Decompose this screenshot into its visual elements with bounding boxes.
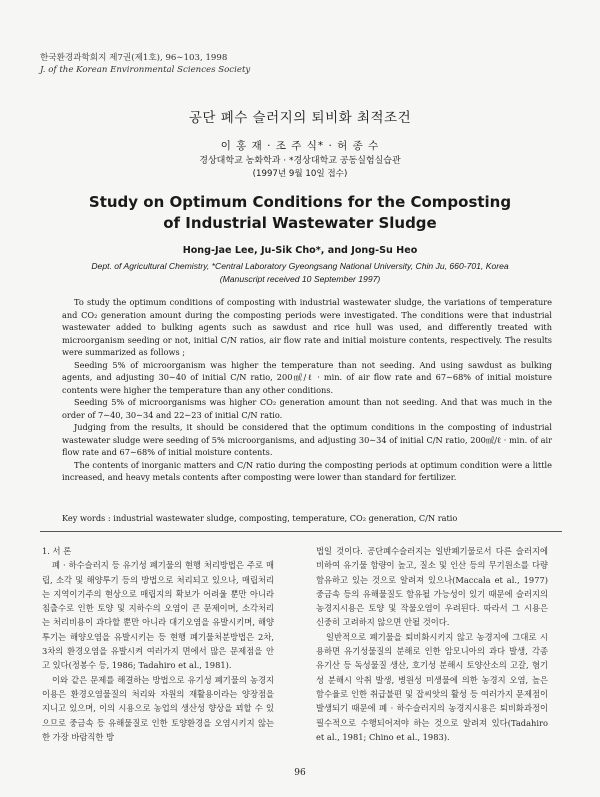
abstract-paragraph: The contents of inorganic matters and C/N ratio during the composting periods at optimum condition were a little increased, and heavy metals contents after composting were lower than standard for fertilizer. bbox=[62, 459, 552, 482]
body-paragraph: 일반적으로 폐기물을 퇴비화시키지 않고 농경지에 그대로 시용하면 유기성물질의 분해로 인한 암모니아의 과다 발생, 각종 유기산 등 독성물질 생산, 호기성 분해시 토양산소의 고갈, 혐기성 분해시 악취 발생, 병원성 미생물에 의한 농경지 오염, 높은 함수율로 인한 취급불편 및 잡씨앗의 활성 등 여러가지 문제점이 발생되기 때문에 폐 · 하수슬러지의 농경지시용은 퇴비화과정이 필수적으로 수행되어져야 하는 것으로 알려져 있다(Tadahiro et al., 1981; Chino et al., 1983). bbox=[316, 631, 548, 742]
affiliation-korean: 경상대학교 농화학과 · *경상대학교 공동실험실습관 bbox=[199, 156, 401, 166]
journal-citation-ko: 한국환경과학회지 제7권(제1호), 96∼103, 1998 bbox=[40, 53, 228, 63]
divider bbox=[40, 531, 562, 532]
body-paragraph: 법일 것이다. 공단폐수슬러지는 일반폐기물로서 다른 슬러지에 비하여 유기물 함량이 높고, 질소 및 인산 등의 무기원소를 다량 함유하고 있는 것으로 알려져 있으나(Maccala et al., 1977) 중금속 등의 유해물질도 함유될 가능성이 있기 때문에 슬러지의 농경지시용은 토양 및 작물오염이 우려된다. 따라서 그 시용은 신중히 고려하지 않으면 안될 것이다. bbox=[316, 546, 548, 628]
journal-header bbox=[40, 52, 250, 76]
body-paragraph: 이와 같은 문제를 해결하는 방법으로 유기성 폐기물의 농경지이용은 환경오염물질의 처리와 자원의 재활용이라는 양장점을 지니고 있으며, 이의 시용으로 농업의 생산성 향상을 꾀할 수 있으므로 중금속 등 유해물질로 인한 토양환경을 오염시키지 않는 한 가장 바람직한 방 bbox=[42, 674, 274, 742]
keywords: Key words : industrial wastewater sludge, composting, temperature, CO₂ generation, C/N ratio bbox=[62, 513, 458, 523]
abstract-paragraph: Seeding 5% of microorganism was higher the temperature than not seeding. And using sawdust as bulking agents, and adjusting 30∼40 of initial C/N ratio, 200㎖/ℓ · min. of air flow rate and 67∼68% of initial moisture contents were higher the temperature than any other conditions. bbox=[62, 359, 552, 395]
received-date-korean: (1997년 9월 10일 접수) bbox=[252, 169, 348, 179]
affiliation-english: Dept. of Agricultural Chemistry, *Central Laboratory Gyeongsang National University, Chin Ju, 660-701, Korea bbox=[91, 261, 509, 271]
body-column-left bbox=[42, 544, 274, 744]
abstract-paragraph: To study the optimum conditions of composting with industrial wastewater sludge, the variations of temperature and CO₂ generation amount during the composting periods were investigated. The conditions were that industrial wastewater added to bulking agents such as sawdust and rice hull was used, and differently treated with microorganism seeding or not, initial C/N ratios, air flow rate and initial moisture contents, respectively. The results were summarized as follows ; bbox=[62, 297, 552, 357]
affiliation-english-block bbox=[0, 260, 600, 286]
journal-name-en: J. of the Korean Environmental Sciences Society bbox=[40, 65, 251, 75]
title-english-line1: Study on Optimum Conditions for the Composting bbox=[88, 193, 512, 211]
section-heading: 1. 서 론 bbox=[42, 546, 72, 556]
title-english-line2: of Industrial Wastewater Sludge bbox=[163, 214, 437, 232]
abstract-paragraph: Judging from the results, it should be considered that the optimum conditions in the composting of industrial wastewater sludge were seeding of 5% microorganisms, and adjusting 30∼34 of initial C/N ratio, 200㎖/ℓ · min. of air flow rate and 67∼68% of initial moisture contents. bbox=[62, 422, 552, 457]
abstract bbox=[62, 296, 552, 484]
body-column-right bbox=[316, 544, 548, 744]
title-english bbox=[0, 192, 600, 234]
authors-english: Hong-Jae Lee, Ju-Sik Cho*, and Jong-Su Heo bbox=[182, 245, 418, 256]
abstract-paragraph: Seeding 5% of microorganisms was higher CO₂ generation amount than not seeding. And that was much in the order of 7∼40, 30∼34 and 22∼23 of initial C/N ratio. bbox=[62, 397, 552, 420]
body-paragraph: 폐 · 하수슬러지 등 유기성 폐기물의 현행 처리방법은 주로 매립, 소각 및 해양투기 등의 방법으로 처리되고 있으나, 매립처리는 지역이기주의 현상으로 매립지의 확보가 어려울 뿐만 아니라 침출수로 인한 토양 및 지하수의 오염이 큰 문제이며, 소각처리는 처리비용이 과다할 뿐만 아니라 대기오염을 유발시키며, 해양투기는 해양오염을 유발시키는 등 현행 폐기물처분방법은 2차, 3차의 환경오염을 유발시켜 여러가지 면에서 많은 문제점을 안고 있다(정봉수 등, 1986; Tadahiro et al., 1981). bbox=[42, 560, 274, 671]
page-number: 96 bbox=[294, 768, 306, 778]
title-korean: 공단 폐수 슬러지의 퇴비화 최적조건 bbox=[188, 110, 412, 126]
received-date-english: (Manuscript received 10 September 1997) bbox=[219, 274, 381, 284]
authors-korean: 이 홍 재 · 조 주 식* · 허 종 수 bbox=[220, 140, 380, 152]
